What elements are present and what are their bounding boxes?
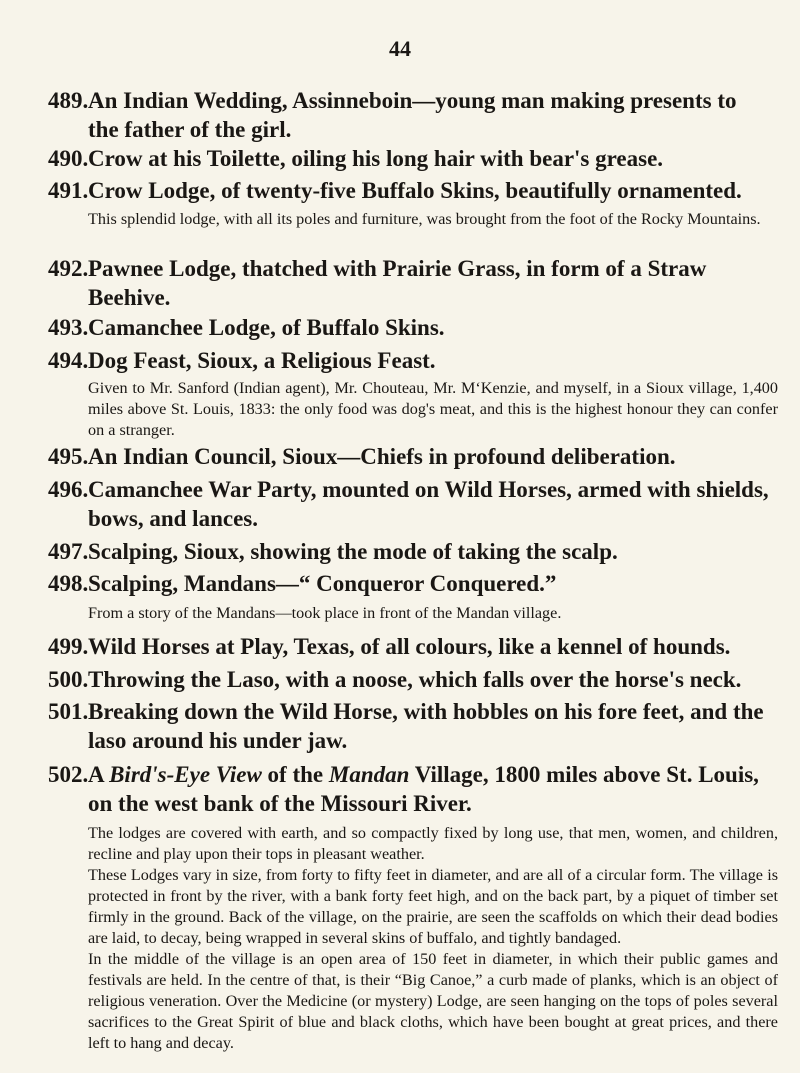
entry-number: 489. bbox=[48, 88, 89, 113]
catalogue-entry-492 bbox=[48, 254, 770, 312]
entry-title-prefix: A bbox=[88, 762, 110, 787]
catalogue-entry-489 bbox=[48, 86, 770, 144]
entry-title: Dog Feast, Sioux, a Religious Feast. bbox=[88, 348, 436, 373]
entry-title: An Indian Council, Sioux—Chiefs in profound deliberation. bbox=[88, 444, 676, 469]
note-paragraph-3: In the middle of the village is an open area of 150 feet in diameter, in which their public games and festivals are held. In the centre of that, is their “Big Canoe,” a curb made of planks, which is an object of religious veneration. Over the Medicine (or mystery) Lodge, are seen hanging on the tops of poles several sacrifices to the Great Spirit of blue and black cloths, which have been bought at great prices, and there left to hang and decay. bbox=[88, 950, 778, 1052]
entry-title: An Indian Wedding, Assinneboin—young man making presents to the father of the girl. bbox=[88, 88, 737, 142]
catalogue-entry-493 bbox=[48, 313, 770, 342]
entry-title: Throwing the Laso, with a noose, which falls over the horse's neck. bbox=[88, 667, 742, 692]
entry-title-suffix: Village, 1800 miles above St. Louis, on the west bank of the Missouri River. bbox=[88, 762, 759, 816]
entry-number: 499. bbox=[48, 634, 89, 659]
entry-number: 497. bbox=[48, 539, 89, 564]
entry-title: Crow Lodge, of twenty-five Buffalo Skins, beautifully ornamented. bbox=[88, 178, 742, 203]
catalogue-entry-494 bbox=[48, 346, 770, 375]
catalogue-entry-499 bbox=[48, 632, 770, 661]
entry-title: Scalping, Mandans—“ Conqueror Conquered.” bbox=[88, 571, 557, 596]
entry-title-italic-2: Mandan bbox=[328, 762, 410, 787]
entry-title: Camanchee War Party, mounted on Wild Horses, armed with shields, bows, and lances. bbox=[88, 477, 769, 531]
note-paragraph-1: The lodges are covered with earth, and so compactly fixed by long use, that men, women, and children, recline and play upon their tops in pleasant weather. bbox=[88, 824, 778, 863]
entry-number: 498. bbox=[48, 571, 89, 596]
entry-title: Wild Horses at Play, Texas, of all colours, like a kennel of hounds. bbox=[88, 634, 731, 659]
entry-title: Crow at his Toilette, oiling his long hair with bear's grease. bbox=[88, 146, 664, 171]
catalogue-entry-490 bbox=[48, 144, 770, 173]
entry-title: Scalping, Sioux, showing the mode of taking the scalp. bbox=[88, 539, 618, 564]
entry-note-502 bbox=[88, 823, 778, 1054]
entry-number: 491. bbox=[48, 178, 89, 203]
entry-note-494 bbox=[88, 378, 778, 441]
note-text: This splendid lodge, with all its poles and furniture, was brought from the foot of the Rocky Mountains. bbox=[88, 210, 761, 228]
catalogue-entry-501 bbox=[48, 697, 770, 755]
catalogue-entry-496 bbox=[48, 475, 770, 533]
catalogue-entry-497 bbox=[48, 537, 770, 566]
catalogue-entry-495 bbox=[48, 442, 770, 471]
entry-number: 502. bbox=[48, 762, 89, 787]
entry-number: 500. bbox=[48, 667, 89, 692]
note-text: Given to Mr. Sanford (Indian agent), Mr. Chouteau, Mr. M‘Kenzie, and myself, in a Sioux village, 1,400 miles above St. Louis, 1833: the only food was dog's meat, and this is the highest honour they can confer on a stranger. bbox=[88, 379, 778, 439]
entry-number: 496. bbox=[48, 477, 89, 502]
entry-number: 493. bbox=[48, 315, 89, 340]
entry-note-491 bbox=[88, 209, 778, 230]
entry-number: 495. bbox=[48, 444, 89, 469]
entry-number: 501. bbox=[48, 699, 89, 724]
catalogue-entry-500 bbox=[48, 665, 770, 694]
catalogue-entry-491 bbox=[48, 176, 770, 205]
entry-number: 492. bbox=[48, 256, 89, 281]
catalogue-entry-498 bbox=[48, 569, 770, 598]
catalogue-entry-502 bbox=[48, 760, 770, 818]
entry-title bbox=[88, 760, 770, 818]
note-text: From a story of the Mandans—took place in front of the Mandan village. bbox=[88, 604, 562, 622]
entry-title: Pawnee Lodge, thatched with Prairie Grass, in form of a Straw Beehive. bbox=[88, 256, 707, 310]
note-paragraph-2: These Lodges vary in size, from forty to fifty feet in diameter, and are all of a circular form. The village is protected in front by the river, with a bank forty feet high, and on the back part, by a piquet of timber set firmly in the ground. Back of the village, on the prairie, are seen the scaffolds on which their dead bodies are laid, to decay, being wrapped in several skins of buffalo, and tightly bandaged. bbox=[88, 866, 778, 947]
entry-title: Camanchee Lodge, of Buffalo Skins. bbox=[88, 315, 445, 340]
entry-number: 494. bbox=[48, 348, 89, 373]
entry-title-mid: of the bbox=[261, 762, 329, 787]
entry-title: Breaking down the Wild Horse, with hobbles on his fore feet, and the laso around his under jaw. bbox=[88, 699, 764, 753]
entry-title-italic-1: Bird's-Eye View bbox=[109, 762, 262, 787]
entry-number: 490. bbox=[48, 146, 89, 171]
entry-note-498 bbox=[88, 603, 778, 624]
page-number: 44 bbox=[389, 36, 411, 61]
